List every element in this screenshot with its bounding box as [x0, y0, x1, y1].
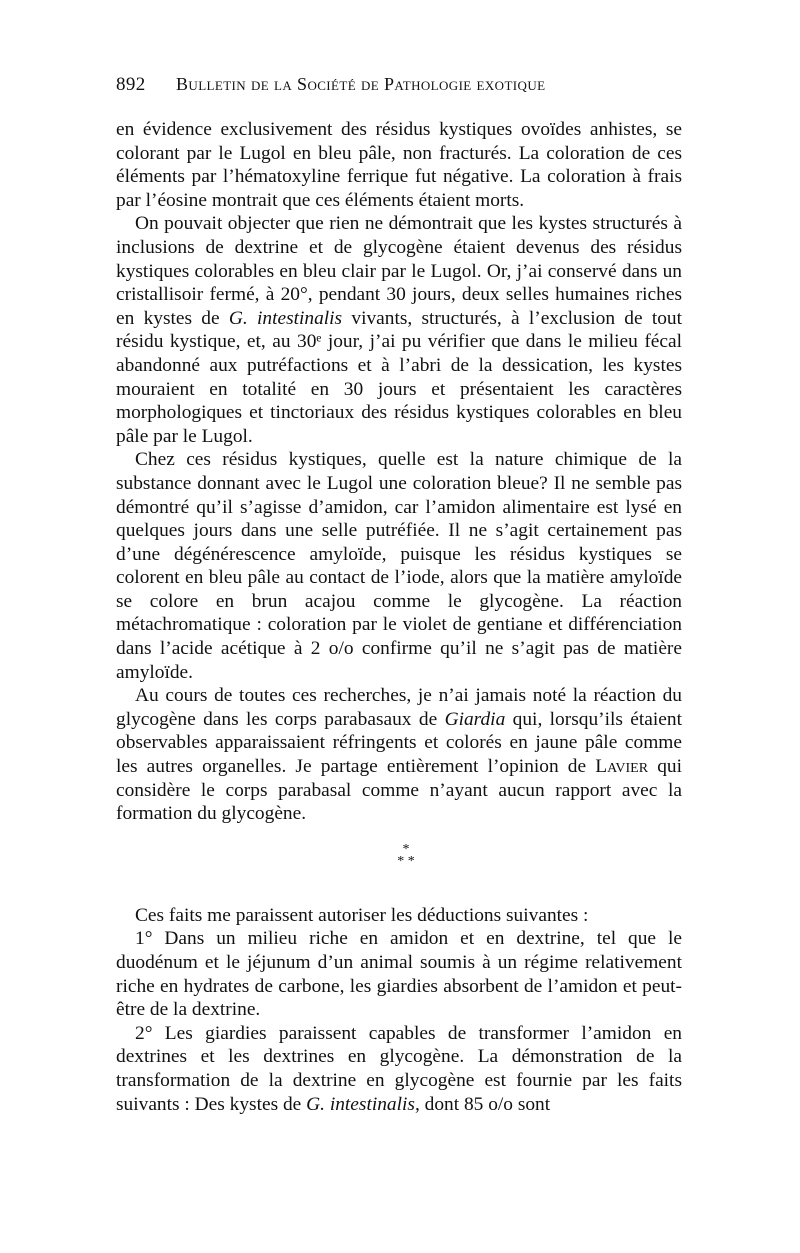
paragraph-4-text-b: qui, lorsqu’ils étaient observables apparaissaient réfringents et colorés en jaune pâle comme les autres organelles. Je partage entièrement l’opinion de	[116, 708, 682, 778]
running-header	[116, 74, 682, 104]
genus-name: Giardia	[444, 708, 506, 730]
paragraph-7-text-a: 2° Les giardies paraissent capables de transformer l’amidon en dextrines et les dextrines en glycogène. La démonstration de la transformation de la dextrine en glycogène est fournie par les faits suivants : Des kystes de	[116, 1022, 682, 1115]
article-body	[116, 118, 682, 1116]
paragraph-2	[116, 212, 682, 448]
asterism-top: *	[402, 841, 410, 857]
paragraph-4-text-c: qui considère le corps parabasal comme n’ayant aucun rapport avec la formation du glycogène.	[116, 756, 682, 825]
author-name: Lavier	[595, 756, 649, 778]
paragraph-3: Chez ces résidus kystiques, quelle est la nature chimique de la substance donnant avec le Lugol une coloration bleue? Il ne semble pas démontré qu’il s’agisse d’amidon, car l’amidon alimentaire est lysé en quelques jours dans une selle putréfiée. Il ne s’agit certainement pas d’une dégénérescence amyloïde, puisque les résidus kystiques se colorent en bleu pâle au contact de l’iode, alors que la matière amyloïde se colore en brun acajou comme le glycogène. La réaction métachromatique : coloration par le violet de gentiane et différenciation dans l’acide acétique à 2 o/o confirme qu’il ne s’agit pas de matière amyloïde.	[116, 449, 682, 683]
paragraph-5: Ces faits me paraissent autoriser les déductions suivantes :	[135, 904, 589, 926]
paragraph-4-text-a: Au cours de toutes ces recherches, je n’ai jamais noté la réaction du glycogène dans les corps parabasaux de	[116, 685, 682, 730]
section-divider-asterism	[116, 841, 682, 869]
paragraph-7-text-b: , dont 85 o/o sont	[414, 1093, 551, 1115]
paragraph-6: 1° Dans un milieu riche en amidon et en dextrine, tel que le duodénum et le jéjunum d’un animal soumis à un régime relativement riche en hydrates de carbone, les giardies absorbent de l’amidon et peut-être de la dextrine.	[116, 928, 682, 1021]
page-number: 892	[116, 74, 146, 95]
paragraph-7	[116, 1022, 682, 1116]
asterism-bottom: * *	[397, 853, 415, 869]
document-page	[116, 74, 682, 1116]
paragraph-2-text-b: vivants, structurés, à l’exclusion de tout résidu kystique, et, au 30ᵉ jour, j’ai pu vérifier que dans le milieu fécal abandonné aux putréfactions et à l’abri de la dessication, les kystes mouraient en totalité en 30 jours et présentaient les caractères morphologiques et tinctoriaux des résidus kystiques colorables en bleu pâle par le Lugol.	[116, 307, 683, 447]
paragraph-1: en évidence exclusivement des résidus kystiques ovoïdes anhistes, se colorant par le Lugol en bleu pâle, non fracturés. La coloration de ces éléments par l’hématoxyline ferrique fut négative. La coloration à frais par l’éosine montrait que ces éléments étaient morts.	[116, 119, 682, 211]
paragraph-2-text-a: On pouvait objecter que rien ne démontrait que les kystes structurés à inclusions de dextrine et de glycogène étaient devenus des résidus kystiques colorables en bleu clair par le Lugol. Or, j’ai conservé dans un cristallisoir fermé, à 20°, pendant 30 jours, deux selles humaines riches en kystes de	[116, 213, 682, 329]
species-name: G. intestinalis	[228, 307, 343, 329]
species-name: G. intestinalis	[306, 1093, 415, 1115]
paragraph-4	[116, 684, 682, 826]
journal-title: Bulletin de la Société de Pathologie exotique	[176, 74, 546, 94]
